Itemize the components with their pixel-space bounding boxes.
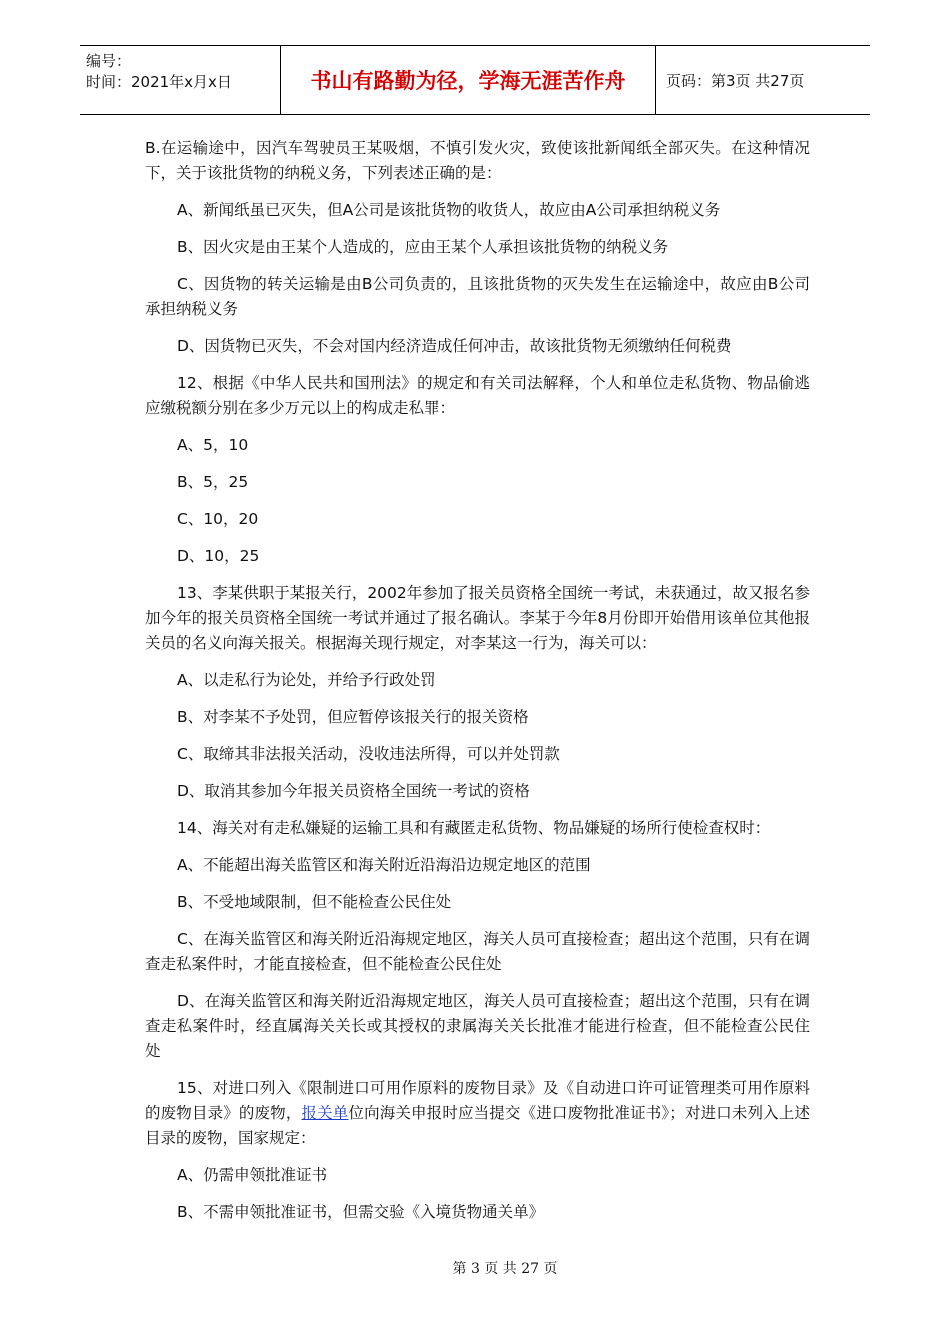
header-meta <box>80 46 280 114</box>
question-15 <box>145 1076 810 1151</box>
option-c: C、在海关监管区和海关附近沿海规定地区，海关人员可直接检查；超出这个范围，只有在调查走私案件时，才能直接检查，但不能检查公民住处 <box>145 930 810 973</box>
question-14: 14、海关对有走私嫌疑的运输工具和有藏匿走私货物、物品嫌疑的场所行使检查权时： <box>177 819 771 837</box>
option-d: D、因货物已灭失，不会对国内经济造成任何冲击，故该批货物无须缴纳任何税费 <box>177 337 732 355</box>
option-a: A、不能超出海关监管区和海关附近沿海沿边规定地区的范围 <box>177 856 591 874</box>
option-c: C、10，20 <box>177 510 259 528</box>
option-a: A、新闻纸虽已灭失，但A公司是该批货物的收货人，故应由A公司承担纳税义务 <box>177 201 721 219</box>
declaration-form-link[interactable]: 报关单 <box>301 1104 349 1122</box>
number-label: 编号： <box>86 52 132 70</box>
option-d: D、在海关监管区和海关附近沿海规定地区，海关人员可直接检查；超出这个范围，只有在调查走私案件时，经直属海关关长或其授权的隶属海关关长批准才能进行检查，但不能检查公民住处 <box>145 992 810 1060</box>
page-footer: 第 3 页 共 27 页 <box>452 1261 558 1277</box>
option-c: C、因货物的转关运输是由B公司负责的，且该批货物的灭失发生在运输途中，故应由B公司承担纳税义务 <box>145 275 810 318</box>
question-12: 12、根据《中华人民共和国刑法》的规定和有关司法解释，个人和单位走私货物、物品偷逃应缴税额分别在多少万元以上的构成走私罪： <box>145 374 810 417</box>
paragraph: B.在运输途中，因汽车驾驶员王某吸烟，不慎引发火灾，致使该批新闻纸全部灭失。在这种情况下，关于该批货物的纳税义务，下列表述正确的是： <box>145 139 810 182</box>
question-13: 13、李某供职于某报关行，2002年参加了报关员资格全国统一考试，未获通过，故又报名参加今年的报关员资格全国统一考试并通过了报名确认。李某于今年8月份即开始借用该单位其他报关员的名义向海关报关。根据海关现行规定，对李某这一行为，海关可以： <box>145 584 810 652</box>
option-d: D、取消其参加今年报关员资格全国统一考试的资格 <box>177 782 530 800</box>
header-motto: 书山有路勤为径，学海无涯苦作舟 <box>280 46 656 114</box>
option-b: B、不需申领批准证书，但需交验《入境货物通关单》 <box>177 1203 545 1221</box>
option-a: A、5，10 <box>177 436 249 454</box>
document-body <box>145 136 810 1237</box>
option-c: C、取缔其非法报关活动，没收违法所得，可以并处罚款 <box>177 745 560 763</box>
question-15-text-after: 位向海关申报时应当提交《进口废物批准证书》；对进口未列入上述目录的废物，国家规定： <box>145 1104 810 1147</box>
option-b: B、不受地域限制，但不能检查公民住处 <box>177 893 452 911</box>
option-b: B、5，25 <box>177 473 249 491</box>
time-label: 时间：2021年x月x日 <box>86 73 232 91</box>
option-d: D、10，25 <box>177 547 260 565</box>
option-b: B、对李某不予处罚，但应暂停该报关行的报关资格 <box>177 708 529 726</box>
option-a: A、以走私行为论处，并给予行政处罚 <box>177 671 436 689</box>
header-page-info: 页码：第3页 共27页 <box>666 71 805 90</box>
option-a: A、仍需申领批准证书 <box>177 1166 328 1184</box>
page-header <box>80 45 870 115</box>
option-b: B、因火灾是由王某个人造成的，应由王某个人承担该批货物的纳税义务 <box>177 238 669 256</box>
question-15-text-before: 15、对进口列入《限制进口可用作原料的废物目录》及《自动进口许可证管理类可用作原料的废物目录》的废物， <box>145 1079 810 1122</box>
